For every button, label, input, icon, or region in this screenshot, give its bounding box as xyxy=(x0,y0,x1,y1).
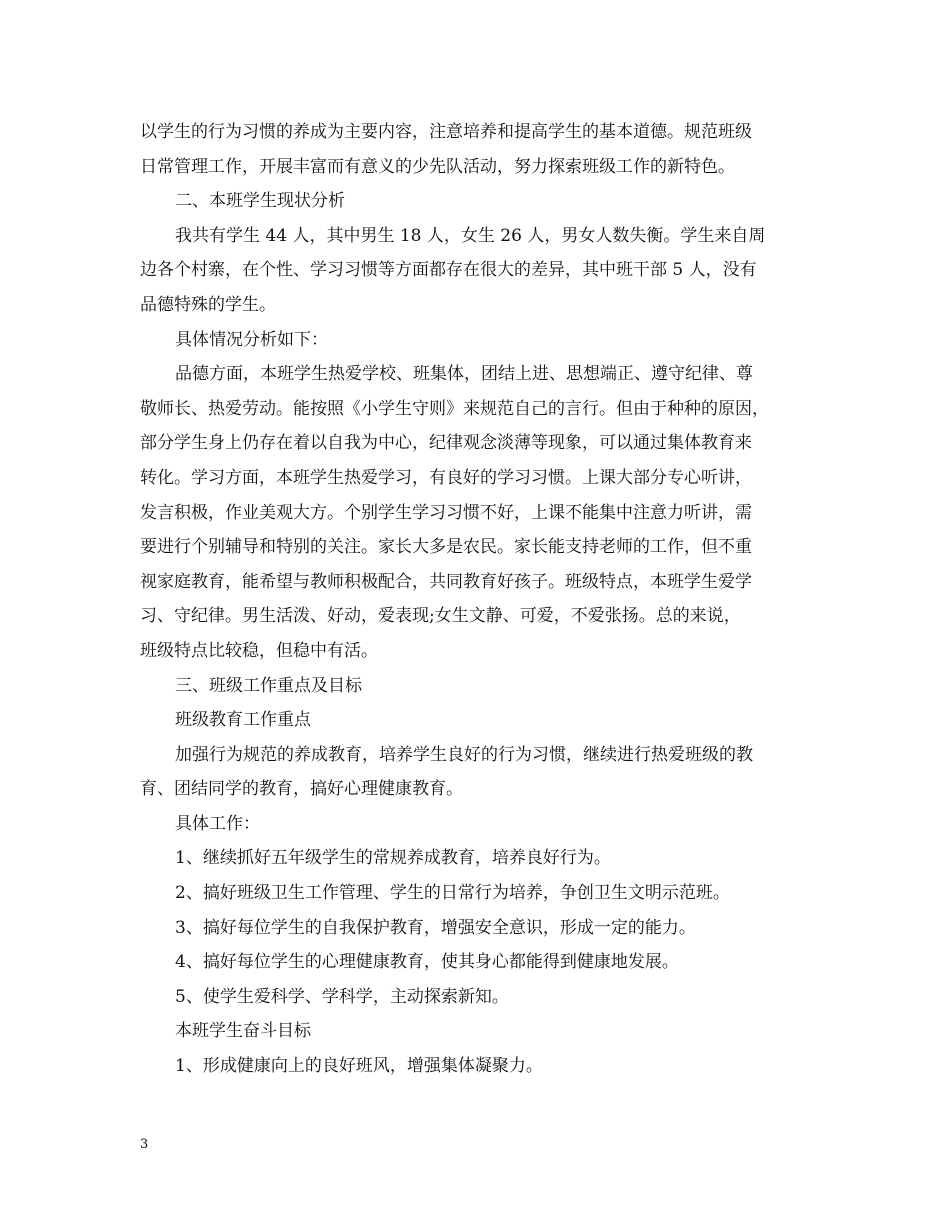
text-line: 习、守纪律。男生活泼、好动，爱表现;女生文静、可爱，不爱张扬。总的来说， xyxy=(140,606,741,627)
text-line: 转化。学习方面，本班学生热爱学习，有良好的学习习惯。上课大部分专心听讲， xyxy=(140,467,752,488)
text-line: 品德特殊的学生。 xyxy=(140,294,276,315)
text-line: 1、形成健康向上的良好班风，增强集体凝聚力。 xyxy=(175,1056,543,1077)
text-line: 具体情况分析如下： xyxy=(175,329,328,350)
text-line: 二、本班学生现状分析 xyxy=(175,191,345,212)
text-line: 我共有学生 44 人，其中男生 18 人，女生 26 人，男女人数失衡。学生来自周 xyxy=(175,225,766,246)
document-body xyxy=(140,115,820,1084)
text-line: 1、继续抓好五年级学生的常规养成教育，培养良好行为。 xyxy=(175,848,611,869)
text-line: 本班学生奋斗目标 xyxy=(175,1021,311,1042)
text-line: 3、搞好每位学生的自我保护教育，增强安全意识，形成一定的能力。 xyxy=(175,917,696,938)
text-line: 5、使学生爱科学、学科学，主动探索新知。 xyxy=(175,986,509,1007)
text-line: 视家庭教育，能希望与教师积极配合，共同教育好孩子。班级特点，本班学生爱学 xyxy=(140,571,752,592)
text-line: 以学生的行为习惯的养成为主要内容，注意培养和提高学生的基本道德。规范班级 xyxy=(140,122,752,142)
text-line: 要进行个别辅导和特别的关注。家长大多是农民。家长能支持老师的工作，但不重 xyxy=(140,537,752,558)
text-line: 加强行为规范的养成教育，培养学生良好的行为习惯，继续进行热爱班级的教 xyxy=(175,744,753,765)
text-line: 部分学生身上仍存在着以自我为中心，纪律观念淡薄等现象，可以通过集体教育来 xyxy=(140,433,752,454)
text-line: 三、班级工作重点及目标 xyxy=(175,675,362,696)
text-line: 班级特点比较稳，但稳中有活。 xyxy=(140,640,378,661)
text-line: 边各个村寨，在个性、学习习惯等方面都存在很大的差异，其中班干部 5 人，没有 xyxy=(140,260,757,281)
text-line: 4、搞好每位学生的心理健康教育，使其身心都能得到健康地发展。 xyxy=(175,952,679,973)
text-line: 发言积极，作业美观大方。个别学生学习习惯不好，上课不能集中注意力听讲，需 xyxy=(140,502,752,523)
text-line: 育、团结同学的教育，搞好心理健康教育。 xyxy=(140,779,463,800)
text-line: 2、搞好班级卫生工作管理、学生的日常行为培养，争创卫生文明示范班。 xyxy=(175,883,730,904)
text-line: 班级教育工作重点 xyxy=(175,710,311,731)
text-line: 日常管理工作，开展丰富而有意义的少先队活动，努力探索班级工作的新特色。 xyxy=(140,156,735,177)
text-line: 品德方面，本班学生热爱学校、班集体，团结上进、思想端正、遵守纪律、尊 xyxy=(175,364,753,385)
text-line: 敬师长、热爱劳动。能按照《小学生守则》来规范自己的言行。但由于种种的原因， xyxy=(140,398,769,419)
page-number: 3 xyxy=(140,1137,149,1152)
text-line: 具体工作： xyxy=(175,813,260,834)
